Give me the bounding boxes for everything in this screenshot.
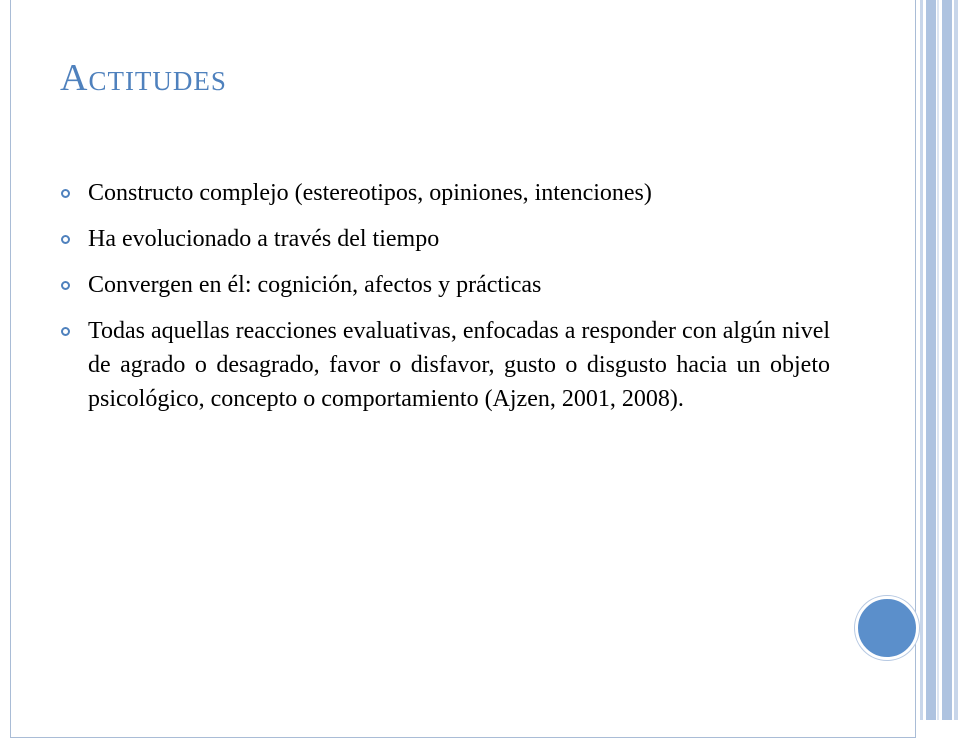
stripe	[954, 0, 958, 720]
decorative-circle-icon	[855, 596, 919, 660]
bullet-circle-icon	[61, 189, 70, 198]
bullet-text: Ha evolucionado a través del tiempo	[88, 226, 440, 252]
bullet-item	[60, 314, 830, 416]
stripe	[937, 0, 939, 720]
bullet-text: Constructo complejo (estereotipos, opiniones, intenciones)	[88, 180, 652, 206]
bullet-item	[60, 222, 830, 256]
slide-title: Actitudes	[60, 57, 227, 99]
bullet-text: Convergen en él: cognición, afectos y prácticas	[88, 272, 542, 298]
bullet-circle-icon	[61, 235, 70, 244]
bullet-text: Todas aquellas reacciones evaluativas, enfocadas a responder con algún nivel de agrado o desagrado, favor o disfavor, gusto o disgusto hacia un objeto psicológico, concepto o comportamiento (Ajzen, 2001, 2008).	[88, 318, 831, 412]
stripe	[920, 0, 923, 720]
bullet-item	[60, 176, 830, 210]
bullet-list	[60, 176, 830, 428]
stripe	[926, 0, 936, 720]
bullet-item	[60, 268, 830, 302]
decorative-vertical-stripes	[916, 0, 960, 720]
stripe	[942, 0, 952, 720]
bullet-circle-icon	[61, 281, 70, 290]
bullet-circle-icon	[61, 327, 70, 336]
